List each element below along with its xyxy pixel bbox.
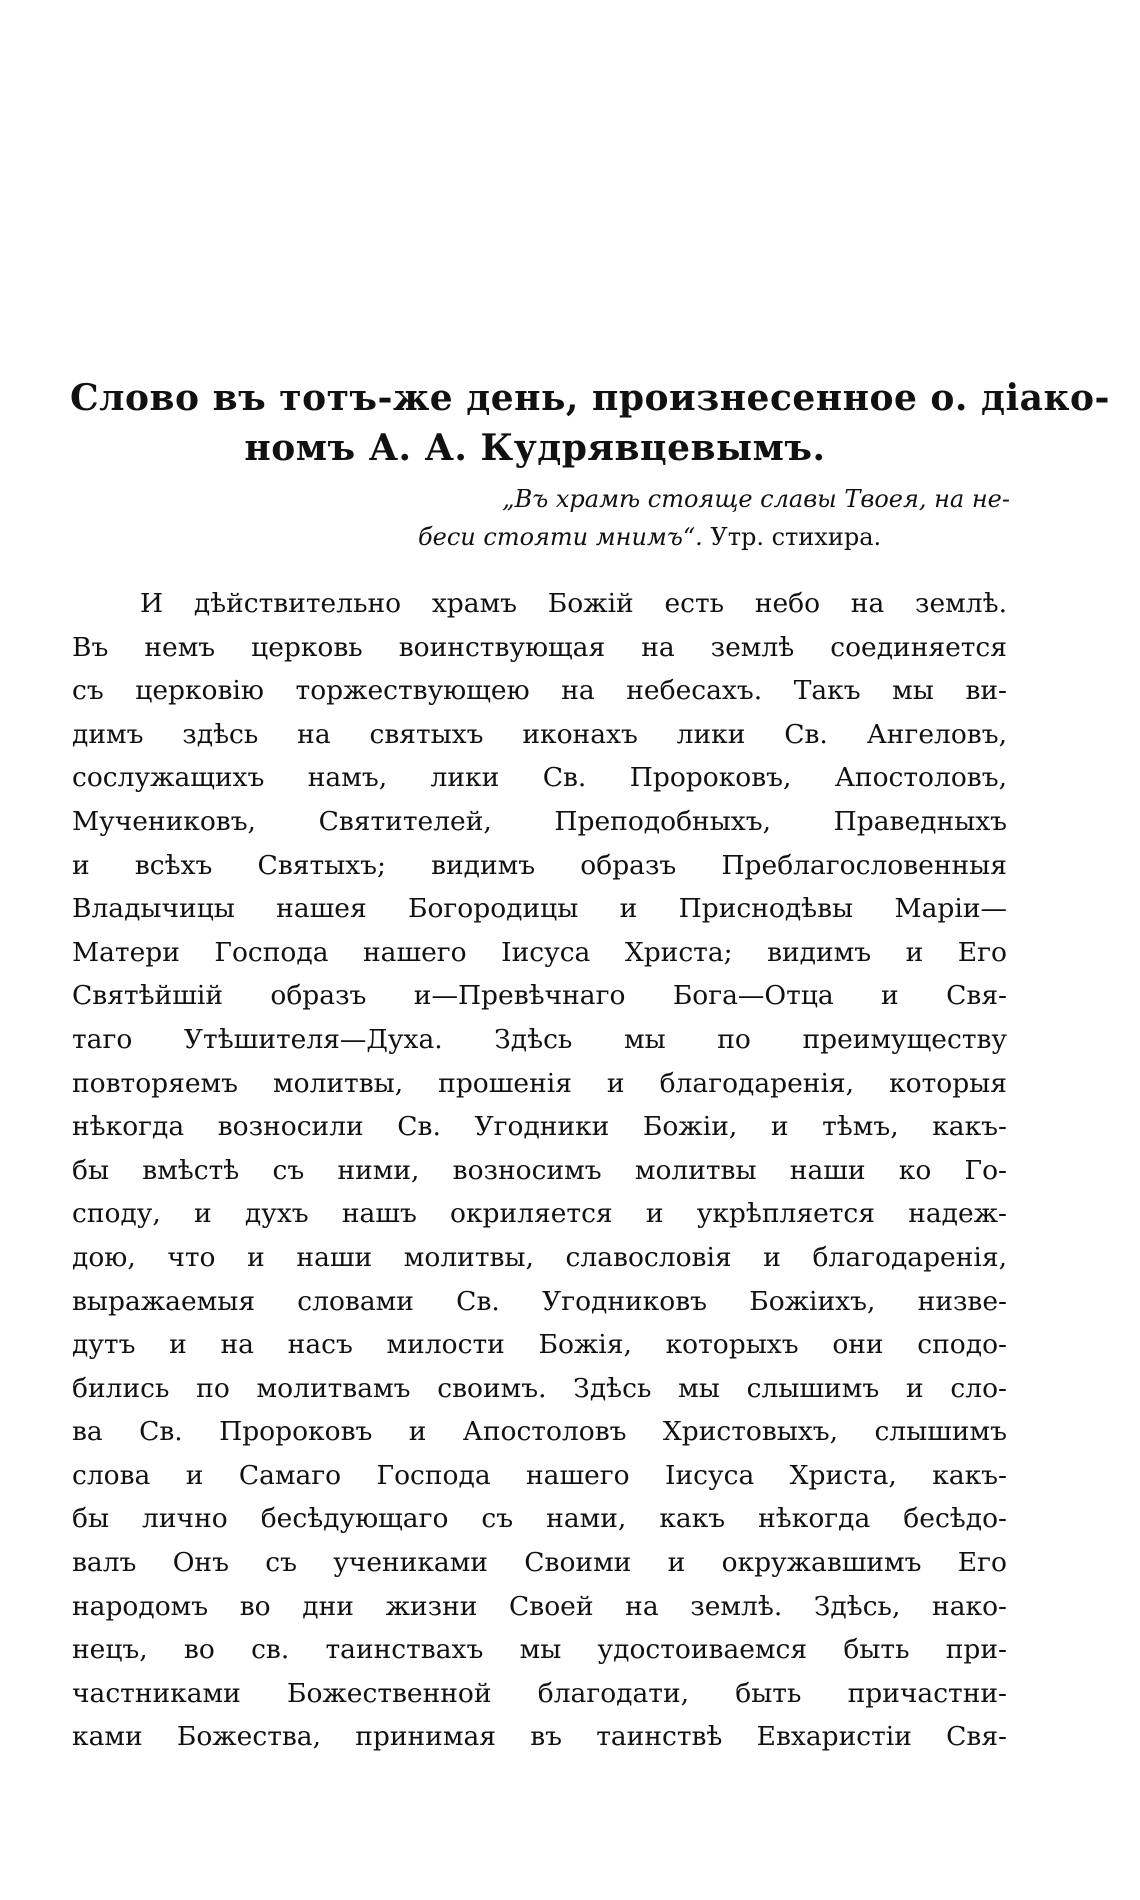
body-line: И дѣйствительно храмъ Божій есть небо на землѣ. — [140, 588, 1007, 619]
body-line: споду, и духъ нашъ окриляется и укрѣпляется надеж- — [72, 1198, 1007, 1230]
body-line: Мучениковъ, Святителей, Преподобныхъ, Праведныхъ — [72, 805, 1007, 837]
epigraph — [410, 480, 1010, 556]
body-line: бы лично бесѣдующаго съ нами, какъ нѣкогда бесѣдо- — [72, 1503, 1007, 1535]
body-line: таго Утѣшителя—Духа. Здѣсь мы по преимуществу — [72, 1023, 1007, 1055]
body-line: съ церковію торжествующею на небесахъ. Такъ мы ви- — [72, 675, 1007, 707]
body-line: бы вмѣстѣ съ ними, возносимъ молитвы наши ко Го- — [72, 1154, 1007, 1186]
body-line: ками Божества, принимая въ таинствѣ Евхаристіи Свя- — [72, 1721, 1007, 1753]
epigraph-line-1 — [410, 480, 1010, 518]
sermon-body — [72, 582, 1007, 1759]
title-line-1: Слово въ тотъ-же день, произнесенное о. діако- — [70, 377, 1110, 419]
body-line: димъ здѣсь на святыхъ иконахъ лики Св. Ангеловъ, — [72, 718, 1007, 750]
body-line: бились по молитвамъ своимъ. Здѣсь мы слышимъ и сло- — [72, 1372, 1007, 1404]
body-line: Святѣйшій образъ и—Превѣчнаго Бога—Отца и Свя- — [72, 980, 1007, 1012]
sermon-title — [70, 373, 1110, 473]
body-line: и всѣхъ Святыхъ; видимъ образъ Преблагословенныя — [72, 849, 1007, 881]
epigraph-quote-2: беси стояти мнимъ“. — [418, 523, 703, 551]
title-line-2: номъ А. А. Кудрявцевымъ. — [244, 427, 826, 469]
body-line: повторяемъ молитвы, прошенія и благодаренія, которыя — [72, 1067, 1007, 1099]
body-line: Матери Господа нашего Іисуса Христа; видимъ и Его — [72, 936, 1007, 968]
epigraph-line-2 — [410, 518, 1010, 556]
body-line: валъ Онъ съ учениками Своими и окружавшимъ Его — [72, 1547, 1007, 1579]
body-line: народомъ во дни жизни Своей на землѣ. Здѣсь, нако- — [72, 1590, 1007, 1622]
body-line: слова и Самаго Господа нашего Іисуса Христа, какъ- — [72, 1459, 1007, 1491]
body-line: дою, что и наши молитвы, славословія и благодаренія, — [72, 1241, 1007, 1273]
body-line: нѣкогда возносили Св. Угодники Божіи, и тѣмъ, какъ- — [72, 1111, 1007, 1143]
body-line: дутъ и на насъ милости Божія, которыхъ они сподо- — [72, 1329, 1007, 1361]
body-line: частниками Божественной благодати, быть причастни- — [72, 1677, 1007, 1709]
body-line: нецъ, во св. таинствахъ мы удостоиваемся быть при- — [72, 1634, 1007, 1666]
body-line: выражаемыя словами Св. Угодниковъ Божіихъ, низве- — [72, 1285, 1007, 1317]
body-line: сослужащихъ намъ, лики Св. Пророковъ, Апостоловъ, — [72, 762, 1007, 794]
body-line: Въ немъ церковь воинствующая на землѣ соединяется — [72, 631, 1007, 663]
body-line: ва Св. Пророковъ и Апостоловъ Христовыхъ, слышимъ — [72, 1416, 1007, 1448]
epigraph-quote-1: „Въ храмѣ стояще славы Твоея, на не- — [502, 485, 1010, 513]
epigraph-source: Утр. стихира. — [702, 523, 882, 551]
body-line: Владычицы нашея Богородицы и Приснодѣвы Маріи— — [72, 893, 1007, 925]
